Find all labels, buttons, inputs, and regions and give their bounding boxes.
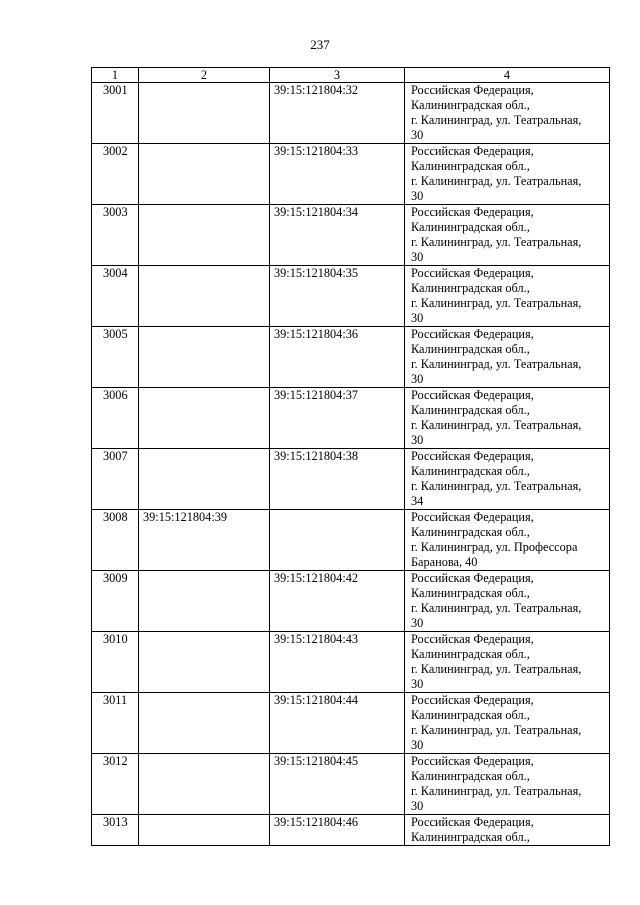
cadastral-number-cell: 39:15:121804:39 [139, 510, 270, 571]
address-cell [405, 693, 610, 754]
object-cadastral-number-cell: 39:15:121804:42 [270, 571, 405, 632]
address-line: 30 [411, 677, 424, 691]
row-number-cell: 3008 [92, 510, 139, 571]
object-cadastral-number-cell: 39:15:121804:32 [270, 83, 405, 144]
table-row [92, 754, 610, 815]
table-row [92, 632, 610, 693]
table-body [92, 83, 610, 846]
address-line: 30 [411, 311, 424, 325]
address-line: г. Калининград, ул. Театральная, [411, 357, 582, 371]
cadastral-number-cell [139, 205, 270, 266]
address-cell [405, 205, 610, 266]
address-line: Российская Федерация, [411, 693, 534, 707]
cadastral-number-cell [139, 388, 270, 449]
address-line: Российская Федерация, [411, 449, 534, 463]
row-number-cell: 3010 [92, 632, 139, 693]
cadastral-number-cell [139, 327, 270, 388]
cadastral-number-cell [139, 449, 270, 510]
address-line: Калининградская обл., [411, 281, 530, 295]
row-number-cell: 3012 [92, 754, 139, 815]
address-line: Калининградская обл., [411, 220, 530, 234]
address-line: Калининградская обл., [411, 830, 530, 844]
address-line: г. Калининград, ул. Театральная, [411, 479, 582, 493]
address-line: Баранова, 40 [411, 555, 478, 569]
object-cadastral-number-cell: 39:15:121804:34 [270, 205, 405, 266]
cadastral-number-cell [139, 571, 270, 632]
cadastral-number-cell [139, 266, 270, 327]
address-line: Российская Федерация, [411, 205, 534, 219]
address-cell [405, 754, 610, 815]
address-line: Калининградская обл., [411, 98, 530, 112]
column-header-3: 3 [270, 68, 405, 83]
object-cadastral-number-cell: 39:15:121804:44 [270, 693, 405, 754]
address-line: 34 [411, 494, 424, 508]
address-line: Калининградская обл., [411, 647, 530, 661]
address-line: г. Калининград, ул. Профессора [411, 540, 578, 554]
table-row [92, 449, 610, 510]
address-line: Российская Федерация, [411, 815, 534, 829]
object-cadastral-number-cell: 39:15:121804:37 [270, 388, 405, 449]
table-row [92, 83, 610, 144]
object-cadastral-number-cell: 39:15:121804:45 [270, 754, 405, 815]
address-line: Калининградская обл., [411, 342, 530, 356]
column-header-2: 2 [139, 68, 270, 83]
table-row [92, 815, 610, 846]
address-line: г. Калининград, ул. Театральная, [411, 723, 582, 737]
address-line: 30 [411, 250, 424, 264]
table-row [92, 144, 610, 205]
table-row [92, 510, 610, 571]
address-line: Калининградская обл., [411, 586, 530, 600]
address-line: 30 [411, 738, 424, 752]
object-cadastral-number-cell: 39:15:121804:36 [270, 327, 405, 388]
object-cadastral-number-cell: 39:15:121804:33 [270, 144, 405, 205]
row-number-cell: 3003 [92, 205, 139, 266]
cadastral-number-cell [139, 632, 270, 693]
address-cell [405, 388, 610, 449]
object-cadastral-number-cell [270, 510, 405, 571]
address-line: Российская Федерация, [411, 754, 534, 768]
cadastral-number-cell [139, 754, 270, 815]
address-line: г. Калининград, ул. Театральная, [411, 418, 582, 432]
address-line: Калининградская обл., [411, 464, 530, 478]
row-number-cell: 3002 [92, 144, 139, 205]
address-line: 30 [411, 433, 424, 447]
cadastral-number-cell [139, 693, 270, 754]
object-cadastral-number-cell: 39:15:121804:46 [270, 815, 405, 846]
address-line: Российская Федерация, [411, 571, 534, 585]
page-number: 237 [310, 37, 330, 52]
object-cadastral-number-cell: 39:15:121804:38 [270, 449, 405, 510]
object-cadastral-number-cell: 39:15:121804:35 [270, 266, 405, 327]
address-line: г. Калининград, ул. Театральная, [411, 235, 582, 249]
address-line: 30 [411, 799, 424, 813]
address-cell [405, 144, 610, 205]
address-line: г. Калининград, ул. Театральная, [411, 601, 582, 615]
address-line: Калининградская обл., [411, 525, 530, 539]
address-cell [405, 815, 610, 846]
cadastral-number-cell [139, 144, 270, 205]
column-header-4: 4 [405, 68, 610, 83]
row-number-cell: 3004 [92, 266, 139, 327]
address-line: 30 [411, 189, 424, 203]
address-cell [405, 327, 610, 388]
cadastral-number-cell [139, 815, 270, 846]
address-line: Калининградская обл., [411, 159, 530, 173]
address-line: г. Калининград, ул. Театральная, [411, 662, 582, 676]
address-cell [405, 510, 610, 571]
address-cell [405, 449, 610, 510]
object-cadastral-number-cell: 39:15:121804:43 [270, 632, 405, 693]
address-line: Калининградская обл., [411, 403, 530, 417]
address-cell [405, 571, 610, 632]
address-cell [405, 266, 610, 327]
address-line: Российская Федерация, [411, 144, 534, 158]
address-line: Российская Федерация, [411, 388, 534, 402]
address-line: Российская Федерация, [411, 83, 534, 97]
address-line: Калининградская обл., [411, 769, 530, 783]
table-row [92, 205, 610, 266]
row-number-cell: 3005 [92, 327, 139, 388]
table-row [92, 327, 610, 388]
row-number-cell: 3013 [92, 815, 139, 846]
address-line: 30 [411, 616, 424, 630]
cadastral-number-cell [139, 83, 270, 144]
row-number-cell: 3001 [92, 83, 139, 144]
address-line: Калининградская обл., [411, 708, 530, 722]
row-number-cell: 3006 [92, 388, 139, 449]
address-line: Российская Федерация, [411, 327, 534, 341]
row-number-cell: 3009 [92, 571, 139, 632]
row-number-cell: 3011 [92, 693, 139, 754]
address-cell [405, 632, 610, 693]
table-header-row [92, 68, 610, 83]
address-line: Российская Федерация, [411, 632, 534, 646]
address-line: 30 [411, 372, 424, 386]
registry-table [91, 67, 610, 846]
address-line: Российская Федерация, [411, 266, 534, 280]
table-row [92, 693, 610, 754]
row-number-cell: 3007 [92, 449, 139, 510]
column-header-1: 1 [92, 68, 139, 83]
address-line: г. Калининград, ул. Театральная, [411, 174, 582, 188]
table-row [92, 266, 610, 327]
table-row [92, 571, 610, 632]
address-line: Российская Федерация, [411, 510, 534, 524]
address-line: г. Калининград, ул. Театральная, [411, 113, 582, 127]
table-row [92, 388, 610, 449]
address-line: г. Калининград, ул. Театральная, [411, 784, 582, 798]
address-line: 30 [411, 128, 424, 142]
address-line: г. Калининград, ул. Театральная, [411, 296, 582, 310]
address-cell [405, 83, 610, 144]
